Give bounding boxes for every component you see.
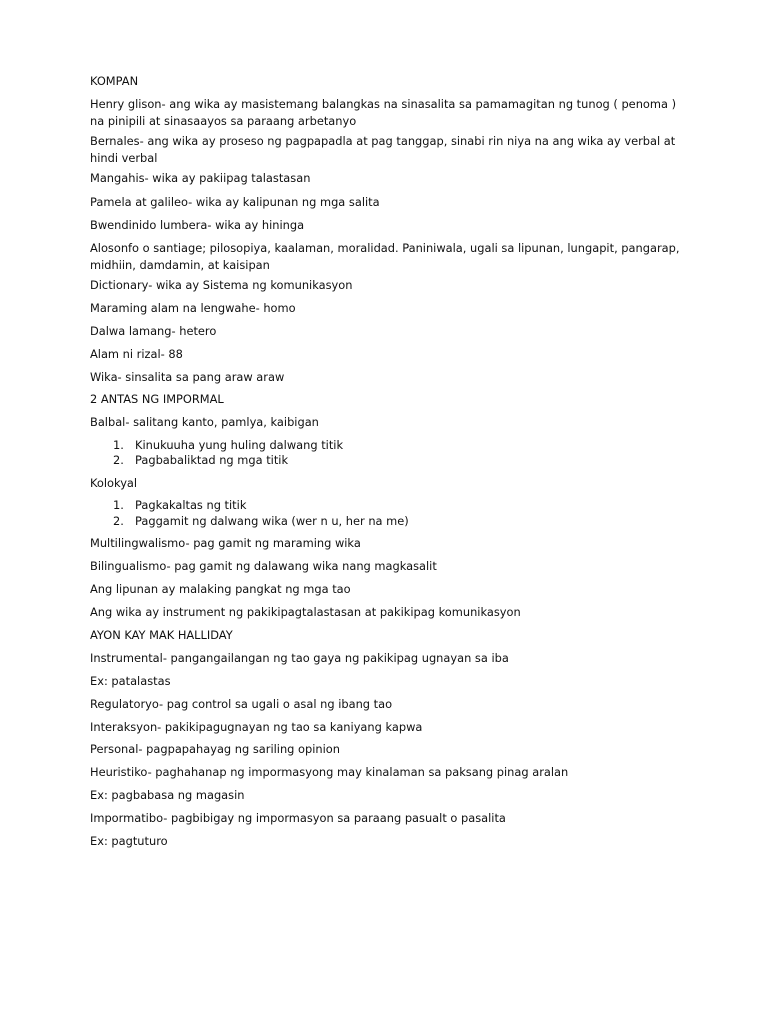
- list-text: Kinukuuha yung huling dalwang titik: [135, 438, 344, 452]
- paragraph-rizal: Alam ni rizal- 88: [90, 347, 183, 361]
- heading-kolokyal: Kolokyal: [90, 476, 138, 490]
- paragraph-dictionary: Dictionary- wika ay Sistema ng komunikasyon: [90, 278, 353, 292]
- paragraph-instrumental: Instrumental- pangangailangan ng tao gaya ng pakikipag ugnayan sa iba: [90, 651, 509, 665]
- paragraph-pamela-galileo: Pamela at galileo- wika ay kalipunan ng mga salita: [90, 195, 380, 209]
- paragraph-bwendinido: Bwendinido lumbera- wika ay hininga: [90, 218, 305, 232]
- list-item-kolokyal-1: [113, 497, 246, 514]
- paragraph-wika-instrument: Ang wika ay instrument ng pakikipagtalastasan at pakikipag komunikasyon: [90, 605, 521, 619]
- heading-antas-impormal: 2 ANTAS NG IMPORMAL: [90, 392, 224, 406]
- list-item-balbal-2: [113, 452, 288, 469]
- list-item-kolokyal-2: [113, 513, 409, 530]
- list-text: Pagbabaliktad ng mga titik: [135, 453, 289, 467]
- example-pagtuturo: Ex: pagtuturo: [90, 834, 168, 848]
- paragraph-henry-glison: Henry glison- ang wika ay masistemang balangkas na sinasalita sa pamamagitan ng tunog ( penoma ) na pinipili at sinasaayos sa paraang arbetanyo: [90, 97, 677, 128]
- paragraph-alosonfo: Alosonfo o santiage; pilosopiya, kaalaman, moralidad. Paniniwala, ugali sa lipunan, lungapit, pangarap, midhiin, damdamin, at kaisipan: [90, 241, 680, 272]
- list-number: 1.: [113, 438, 124, 452]
- list-number: 2.: [113, 514, 124, 528]
- paragraph-lipunan: Ang lipunan ay malaking pangkat ng mga tao: [90, 582, 351, 596]
- example-patalastas: Ex: patalastas: [90, 674, 171, 688]
- example-magasin: Ex: pagbabasa ng magasin: [90, 788, 245, 802]
- paragraph-bernales: Bernales- ang wika ay proseso ng pagpapadla at pag tanggap, sinabi rin niya na ang wika ay verbal at hindi verbal: [90, 134, 676, 165]
- paragraph-wika: Wika- sinsalita sa pang araw araw: [90, 370, 285, 384]
- paragraph-interaksyon: Interaksyon- pakikipagugnayan ng tao sa kaniyang kapwa: [90, 720, 423, 734]
- heading-halliday: AYON KAY MAK HALLIDAY: [90, 628, 233, 642]
- paragraph-personal: Personal- pagpapahayag ng sariling opinion: [90, 742, 340, 756]
- heading-kompan: KOMPAN: [90, 74, 139, 88]
- paragraph-regulatoryo: Regulatoryo- pag control sa ugali o asal ng ibang tao: [90, 697, 393, 711]
- list-text: Paggamit ng dalwang wika (wer n u, her na me): [135, 514, 409, 528]
- paragraph-multilingwalismo: Multilingwalismo- pag gamit ng maraming wika: [90, 536, 361, 550]
- paragraph-mangahis: Mangahis- wika ay pakiipag talastasan: [90, 171, 311, 185]
- paragraph-balbal: Balbal- salitang kanto, pamlya, kaibigan: [90, 415, 319, 429]
- list-number: 1.: [113, 498, 124, 512]
- paragraph-heuristiko: Heuristiko- paghahanap ng impormasyong may kinalaman sa paksang pinag aralan: [90, 765, 569, 779]
- list-text: Pagkakaltas ng titik: [135, 498, 247, 512]
- paragraph-bilingualismo: Bilingualismo- pag gamit ng dalawang wika nang magkasalit: [90, 559, 437, 573]
- paragraph-impormatibo: Impormatibo- pagbibigay ng impormasyon sa paraang pasualt o pasalita: [90, 811, 506, 825]
- paragraph-hetero: Dalwa lamang- hetero: [90, 324, 217, 338]
- paragraph-homo: Maraming alam na lengwahe- homo: [90, 301, 296, 315]
- list-number: 2.: [113, 453, 124, 467]
